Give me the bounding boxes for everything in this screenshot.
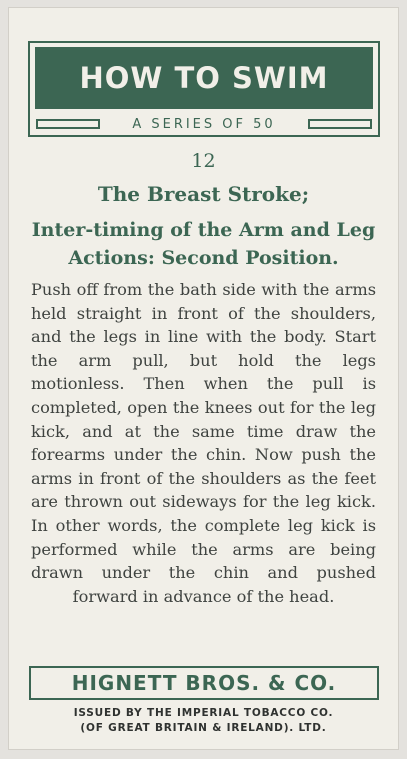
issuer-line-1: ISSUED BY THE IMPERIAL TOBACCO CO. <box>73 707 334 719</box>
maker-box <box>29 666 379 700</box>
card-number: 12 <box>191 150 216 172</box>
series-row <box>36 116 372 132</box>
title-band <box>35 47 373 109</box>
cigarette-card <box>8 7 399 750</box>
card-heading: The Breast Stroke; <box>97 182 310 206</box>
series-label: A SERIES OF 50 <box>132 116 276 132</box>
title-banner <box>28 41 380 137</box>
card-title: HOW TO SWIM <box>79 61 329 95</box>
issuer-line-2: (OF GREAT BRITAIN & IRELAND). LTD. <box>80 722 327 734</box>
left-bar-ornament <box>36 119 100 129</box>
issuer-text <box>9 706 398 736</box>
card-body-text: Push off from the bath side with the arms held straight in front of the shoulders, and the legs in line with the body. Start the arm pull, but hold the legs motionless. Then when the pull is completed, open the knees out for the leg kick, and at the same time draw the forearms under the chin. Now push the arms in front of the shoulders as the feet are thrown out sideways for the leg kick. In other words, the complete leg kick is performed while the arms are being drawn under the chin and pushed forward in advance of the head. <box>31 280 376 606</box>
right-bar-ornament <box>308 119 372 129</box>
card-subheading: Inter-timing of the Arm and Leg Actions: Second Position. <box>31 219 376 269</box>
maker-name: HIGNETT BROS. & CO. <box>71 671 337 695</box>
